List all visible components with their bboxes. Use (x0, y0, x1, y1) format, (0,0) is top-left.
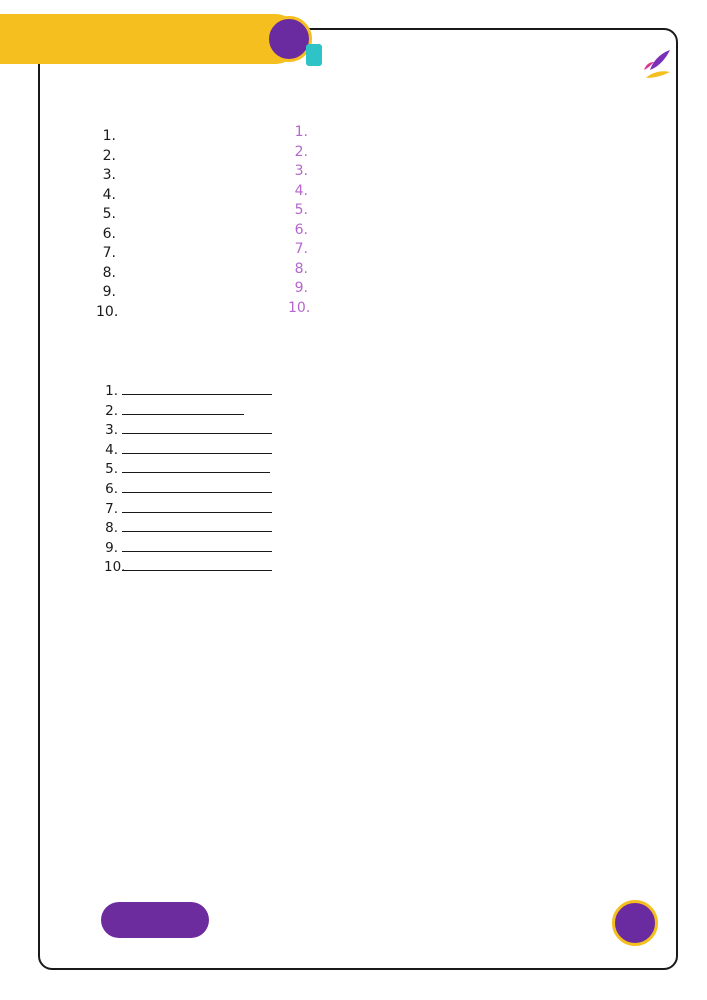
list-number: 1. (105, 383, 118, 399)
sentence-row (104, 557, 656, 577)
sentence-row (104, 538, 656, 558)
sentence-row (104, 420, 656, 440)
list-number: 10. (288, 299, 311, 316)
list-number: 9. (102, 284, 116, 300)
fill-blank (122, 459, 270, 473)
list-item (96, 147, 116, 167)
sentence-row (104, 518, 656, 538)
fill-blank (122, 479, 272, 493)
list-number: 2. (105, 402, 118, 419)
list-number: 9. (105, 539, 118, 556)
list-number: 8. (105, 520, 118, 537)
list-item (288, 162, 308, 182)
decoration-icon (640, 48, 672, 88)
list-item (96, 127, 116, 147)
sentence-row (104, 459, 656, 479)
list-number: 3. (294, 163, 308, 179)
list-item (288, 240, 308, 260)
sentence-row (104, 401, 656, 421)
list-item (288, 260, 308, 280)
list-number: 6. (105, 480, 118, 497)
list-item (96, 303, 119, 323)
list-number: 5. (105, 461, 118, 478)
list-item (96, 225, 116, 245)
list-number: 1. (294, 124, 308, 140)
list-number: 7. (294, 241, 308, 257)
list-item (96, 283, 116, 303)
activity-badge (306, 44, 322, 66)
list-number: 2. (294, 143, 308, 160)
fill-blank (122, 557, 272, 571)
list-number: 6. (294, 221, 308, 238)
list-item (288, 182, 308, 202)
fill-blank (122, 499, 272, 513)
list-number: 4. (102, 186, 116, 203)
list-number: 2. (102, 147, 116, 164)
list-number: 7. (105, 500, 118, 517)
list-number: 5. (102, 206, 116, 222)
q2-sentences (104, 381, 656, 597)
list-item (96, 244, 116, 264)
sentence-row (104, 381, 656, 401)
list-item (288, 279, 308, 299)
list-item (288, 143, 308, 163)
list-number: 5. (294, 202, 308, 218)
list-item (96, 264, 116, 284)
list-number: 7. (102, 245, 116, 261)
fill-blank (122, 381, 272, 395)
list-number: 10. (104, 559, 126, 576)
header-bar (0, 14, 300, 64)
q1-answer-list (288, 123, 311, 318)
list-number: 8. (294, 260, 308, 277)
sentence-row (104, 499, 656, 519)
list-item (288, 299, 311, 319)
skill-code-badge (101, 902, 209, 938)
sentence-row (104, 479, 656, 499)
list-number: 6. (102, 225, 116, 242)
q1-word-list (96, 127, 119, 322)
fill-blank (122, 420, 272, 434)
fill-blank (122, 401, 244, 415)
list-number: 8. (102, 264, 116, 281)
playground-logo-footer (612, 900, 658, 946)
sentence-row (104, 440, 656, 460)
list-item (96, 205, 116, 225)
list-number: 3. (102, 167, 116, 183)
list-item (96, 166, 116, 186)
fill-blank (122, 538, 272, 552)
list-number: 3. (105, 422, 118, 439)
list-item (288, 201, 308, 221)
list-number: 4. (105, 441, 118, 458)
list-item (96, 186, 116, 206)
list-item (288, 221, 308, 241)
list-number: 9. (294, 280, 308, 296)
sentence-continuation (104, 577, 656, 597)
list-item (288, 123, 308, 143)
list-number: 4. (294, 182, 308, 199)
list-number: 1. (102, 128, 116, 144)
fill-blank (122, 518, 272, 532)
list-number: 10. (96, 303, 119, 320)
fill-blank (122, 440, 272, 454)
